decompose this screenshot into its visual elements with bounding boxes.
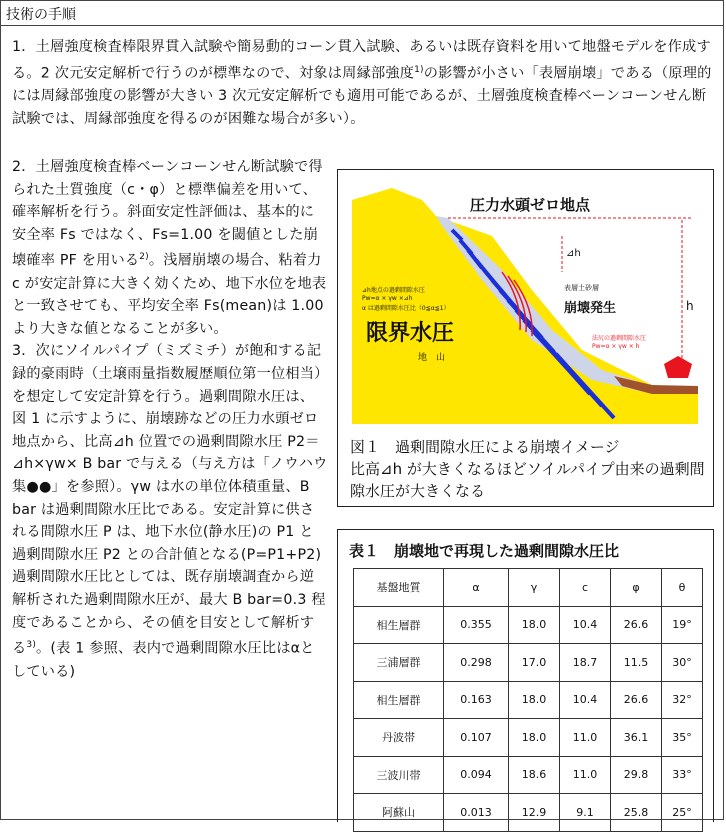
- debris-label: 崩土: [648, 370, 662, 378]
- paragraph-2-text-a: 2．土層強度検査棒ベーンコーンせん断試験で得られた土質強度（c・φ）と標準偏差を用いて、確率解析を行う。斜面安定性評価は、基本的に安全率 Fs ではなく、Fs=1.00 を閾値とした崩壊確率 PF を用いる: [12, 159, 323, 270]
- paragraph-1-text-b: の影響が小さい「表層崩壊」である（原理的には周縁部強度の影響が大きい 3 次元安定解析でも適用可能であるが、土層強度検査棒ベーンコーンせん断試験では、周縁部強度を得るのが困難な場合が多い）。: [12, 65, 712, 127]
- limit-pressure-label: 限界水圧: [366, 321, 455, 346]
- reference-2: 2): [139, 252, 149, 263]
- header-phi: φ: [611, 569, 662, 607]
- paragraph-1: [12, 36, 716, 130]
- reference-1: 1): [414, 64, 424, 75]
- cell-c: 11.0: [560, 756, 611, 794]
- cell-alpha: 0.355: [444, 606, 509, 644]
- cell-gamma: 18.0: [509, 606, 560, 644]
- table-1-box: [337, 529, 714, 822]
- header-alpha: α: [444, 569, 509, 607]
- paragraph-3-text-a: 3．次にソイルパイプ（ミズミチ）が飽和する記録的豪雨時（土壌雨量指数履歴順位第一位相当）を想定して安定計算を行う。過剰間隙水圧は、図 1 に示すように、崩壊跡などの圧力水頭ゼロ地点から、比高⊿h 位置での過剰間隙水圧 P2＝⊿h×γw× B bar で与える（与え方は「ノウハウ集●●」を参照）。γw は水の単位体積重量、B bar は過剰間隙水圧比である。安定計算に供される間隙水圧 P は、地下水位(静水圧)の P1 と過剰間隙水圧 P2 との合計値となる(P=P1+P2) 過剰間隙水圧比としては、既存崩壊調査から逆解析された過剰間隙水圧が、最大 B bar=0.3 程度であることから、その値を目安として解析する: [12, 343, 328, 657]
- cell-theta: 35°: [662, 719, 703, 757]
- cell-c: 18.7: [560, 644, 611, 682]
- cell-phi: 26.6: [611, 606, 662, 644]
- cell-alpha: 0.163: [444, 681, 509, 719]
- header-gamma: γ: [509, 569, 560, 607]
- zero-point-label: 圧力水頭ゼロ地点: [470, 196, 591, 214]
- cell-geology: 相生層群: [354, 606, 444, 644]
- paragraph-3: [12, 340, 328, 683]
- cell-geology: 阿蘇山: [354, 794, 444, 832]
- cell-alpha: 0.094: [444, 756, 509, 794]
- surface-soil-label: 表層土砂層: [564, 284, 599, 292]
- h-label: h: [686, 299, 694, 313]
- section-header: [0, 0, 724, 26]
- cell-c: 10.4: [560, 606, 611, 644]
- table-header-row: [354, 569, 703, 607]
- cell-theta: 32°: [662, 681, 703, 719]
- figure-1-caption: [350, 436, 706, 502]
- cell-theta: 19°: [662, 606, 703, 644]
- cell-gamma: 18.0: [509, 719, 560, 757]
- dh-label: ⊿h: [566, 248, 581, 259]
- cell-phi: 36.1: [611, 719, 662, 757]
- cell-geology: 丹波帯: [354, 719, 444, 757]
- cell-theta: 30°: [662, 644, 703, 682]
- figure-1: [337, 169, 714, 507]
- figure-1-caption-line-1: 図１ 過剰間隙水圧による崩壊イメージ: [350, 438, 620, 456]
- cell-geology: 相生層群: [354, 681, 444, 719]
- alpha-label: α は過剰間隙水圧比（0≦α≦1）: [362, 305, 450, 312]
- table-row: [354, 681, 703, 719]
- toe-formula-label: Pw=α × γw × h: [592, 343, 640, 350]
- header-geology: 基盤地質: [354, 569, 444, 607]
- cell-phi: 25.8: [611, 794, 662, 832]
- cell-alpha: 0.107: [444, 719, 509, 757]
- reference-3: 3): [26, 640, 37, 651]
- cell-theta: 33°: [662, 756, 703, 794]
- cell-gamma: 17.0: [509, 644, 560, 682]
- cell-geology: 三浦層群: [354, 644, 444, 682]
- table-row: [354, 719, 703, 757]
- toe-pressure-label: 法尻の過剰間隙水圧: [592, 335, 647, 342]
- cell-alpha: 0.298: [444, 644, 509, 682]
- table-row: [354, 644, 703, 682]
- paragraph-2: [12, 156, 328, 340]
- collapse-image-diagram: [352, 180, 698, 424]
- paragraph-2-text-b: 。浅層崩壊の場合、粘着力 c が安定計算に大きく効くため、地下水位を地表と一致させても、平均安全率 Fs(mean)は 1.00 より大きな値となることが多い。: [12, 253, 327, 337]
- cell-c: 9.1: [560, 794, 611, 832]
- header-theta: θ: [662, 569, 703, 607]
- cell-geology: 三波川帯: [354, 756, 444, 794]
- cell-phi: 11.5: [611, 644, 662, 682]
- point-formula-label: Pw=α × γw ×⊿h: [362, 295, 413, 302]
- cell-gamma: 18.0: [509, 681, 560, 719]
- cell-theta: 25°: [662, 794, 703, 832]
- paragraph-3-text-b: 。(表 1 参照、表内で過剰間隙水圧比はαとしている): [12, 640, 315, 680]
- table-row: [354, 606, 703, 644]
- point-pressure-label: ⊿h地点の過剰間隙水圧: [362, 287, 425, 294]
- ground-label: 地 山: [418, 353, 446, 363]
- cell-c: 10.4: [560, 681, 611, 719]
- table-row: [354, 756, 703, 794]
- table-1-title: 表１ 崩壊地で再現した過剰間隙水圧比: [349, 542, 620, 560]
- header-c: c: [560, 569, 611, 607]
- table-1: [353, 568, 703, 832]
- cell-gamma: 18.6: [509, 756, 560, 794]
- cell-phi: 26.6: [611, 681, 662, 719]
- paragraph-1-text-a: 1．土層強度検査棒限界貫入試験や簡易動的コーン貫入試験、あるいは既存資料を用いて地盤モデルを作成する。2 次元安定解析で行うのが標準なので、対象は周縁部強度: [12, 39, 711, 82]
- cell-alpha: 0.013: [444, 794, 509, 832]
- cell-gamma: 12.9: [509, 794, 560, 832]
- collapse-label: 崩壊発生: [564, 301, 617, 316]
- table-row: [354, 794, 703, 832]
- cell-phi: 29.8: [611, 756, 662, 794]
- cell-c: 11.0: [560, 719, 611, 757]
- figure-1-caption-line-2: 比高⊿h が大きくなるほどソイルパイプ由来の過剰間隙水圧が大きくなる: [350, 460, 705, 500]
- section-title: 技術の手順: [6, 7, 76, 23]
- left-column: [12, 156, 328, 683]
